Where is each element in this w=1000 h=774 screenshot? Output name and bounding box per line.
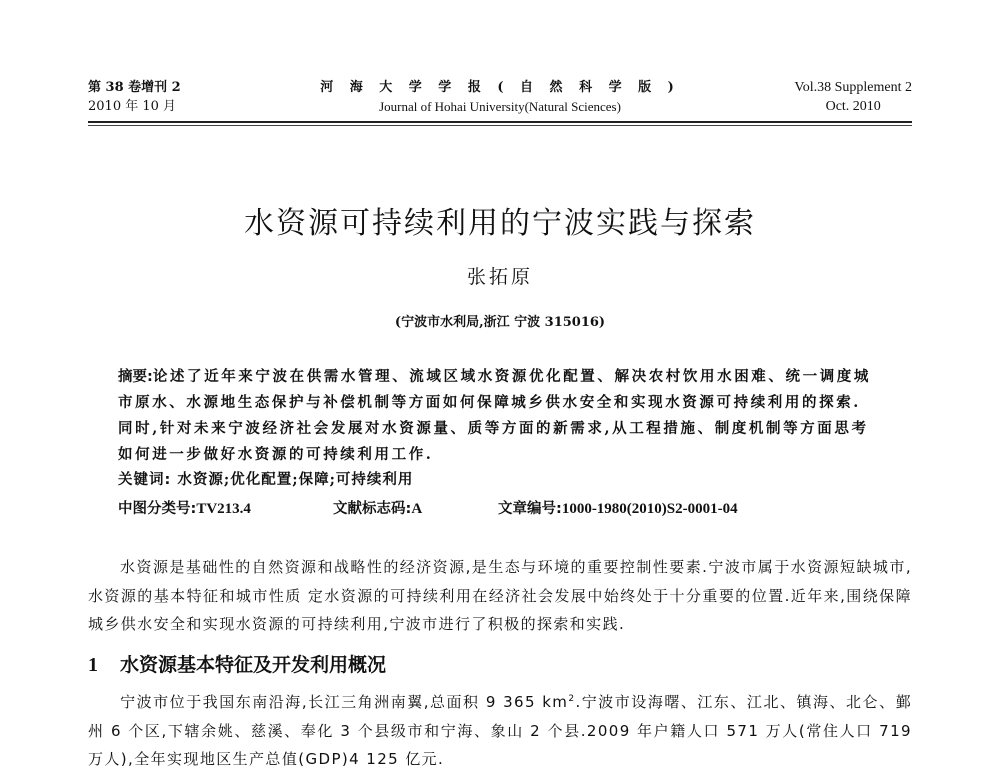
volume-issue: 第 38 卷增刊 2 [88, 80, 181, 95]
intro-paragraph [88, 553, 912, 639]
article-no-label: 文章编号: [498, 501, 562, 517]
clc-label: 中图分类号: [118, 501, 197, 517]
intro-text: 水资源是基础性的自然资源和战略性的经济资源,是生态与环境的重要控制性要素.宁波市属于水资源短缺城市,水资源的基本特征和城市性质 定水资源的可持续利用在经济社会发展中始终处于十分重要的位置.近年来,围绕保障城乡供水安全和实现水资源的可持续利用,宁波市进行了积极的探索和实践. [88, 558, 912, 633]
journal-name-en: Journal of Hohai University(Natural Sciences) [379, 99, 621, 114]
keywords-text: 水资源;优化配置;保障;可持续利用 [177, 471, 414, 488]
doc-code-value: A [411, 501, 423, 517]
section-number: 1 [88, 654, 98, 676]
section1-text-a: 宁波市位于我国东南沿海,长江三角洲南翼,总面积 9 365 km [120, 693, 569, 711]
abstract-label: 摘要: [118, 369, 153, 385]
clc-value: TV213.4 [196, 501, 251, 517]
clc-number [118, 497, 251, 518]
document-code [333, 497, 422, 518]
superscript: 2 [568, 694, 576, 704]
journal-header [88, 78, 912, 118]
section1-text-b: .宁波市设海曙、江东、江北、镇海、北仑、鄞州 6 个区,下辖余姚、慈溪、奉化 3 个县级市和宁海、象山 2 个县.2009 年户籍人口 571 万人(常住人口 719 万人),全年实现地区生产总值(GDP)4 125 亿元. [88, 693, 912, 768]
doc-code-label: 文献标志码: [333, 501, 412, 517]
keywords [118, 468, 413, 489]
volume-supplement: Vol.38 Supplement 2 [794, 80, 912, 95]
section-heading [88, 650, 386, 677]
publication-date-en: Oct. 2010 [825, 99, 881, 114]
abstract [118, 364, 878, 468]
section1-paragraph [88, 688, 912, 774]
author-affiliation: (宁波市水利局,浙江 宁波 315016) [394, 315, 606, 330]
article-title: 水资源可持续利用的宁波实践与探索 [244, 206, 756, 241]
keywords-label: 关键词: [118, 472, 172, 488]
journal-name [88, 78, 912, 116]
article-no-value: 1000-1980(2010)S2-0001-04 [561, 501, 738, 517]
article-author: 张拓原 [466, 266, 533, 288]
volume-info-en [794, 78, 912, 116]
publication-date-cn: 2010 年 10 月 [88, 99, 177, 114]
section-title: 水资源基本特征及开发利用概况 [120, 654, 387, 676]
abstract-text: 论述了近年来宁波在供需水管理、流域区域水资源优化配置、解决农村饮用水困难、统一调度城市原水、水源地生态保护与补偿机制等方面如何保障城乡供水安全和实现水资源可持续利用的探索.同时,针对未来宁波经济社会发展对水资源量、质等方面的新需求,从工程措施、制度机制等方面思考如何进一步做好水资源的可持续利用工作. [118, 368, 872, 463]
header-rule-thin [88, 125, 912, 126]
header-rule-thick [88, 121, 912, 123]
journal-name-cn: 河 海 大 学 学 报 ( 自 然 科 学 版 ) [320, 80, 680, 95]
article-number [498, 497, 738, 518]
